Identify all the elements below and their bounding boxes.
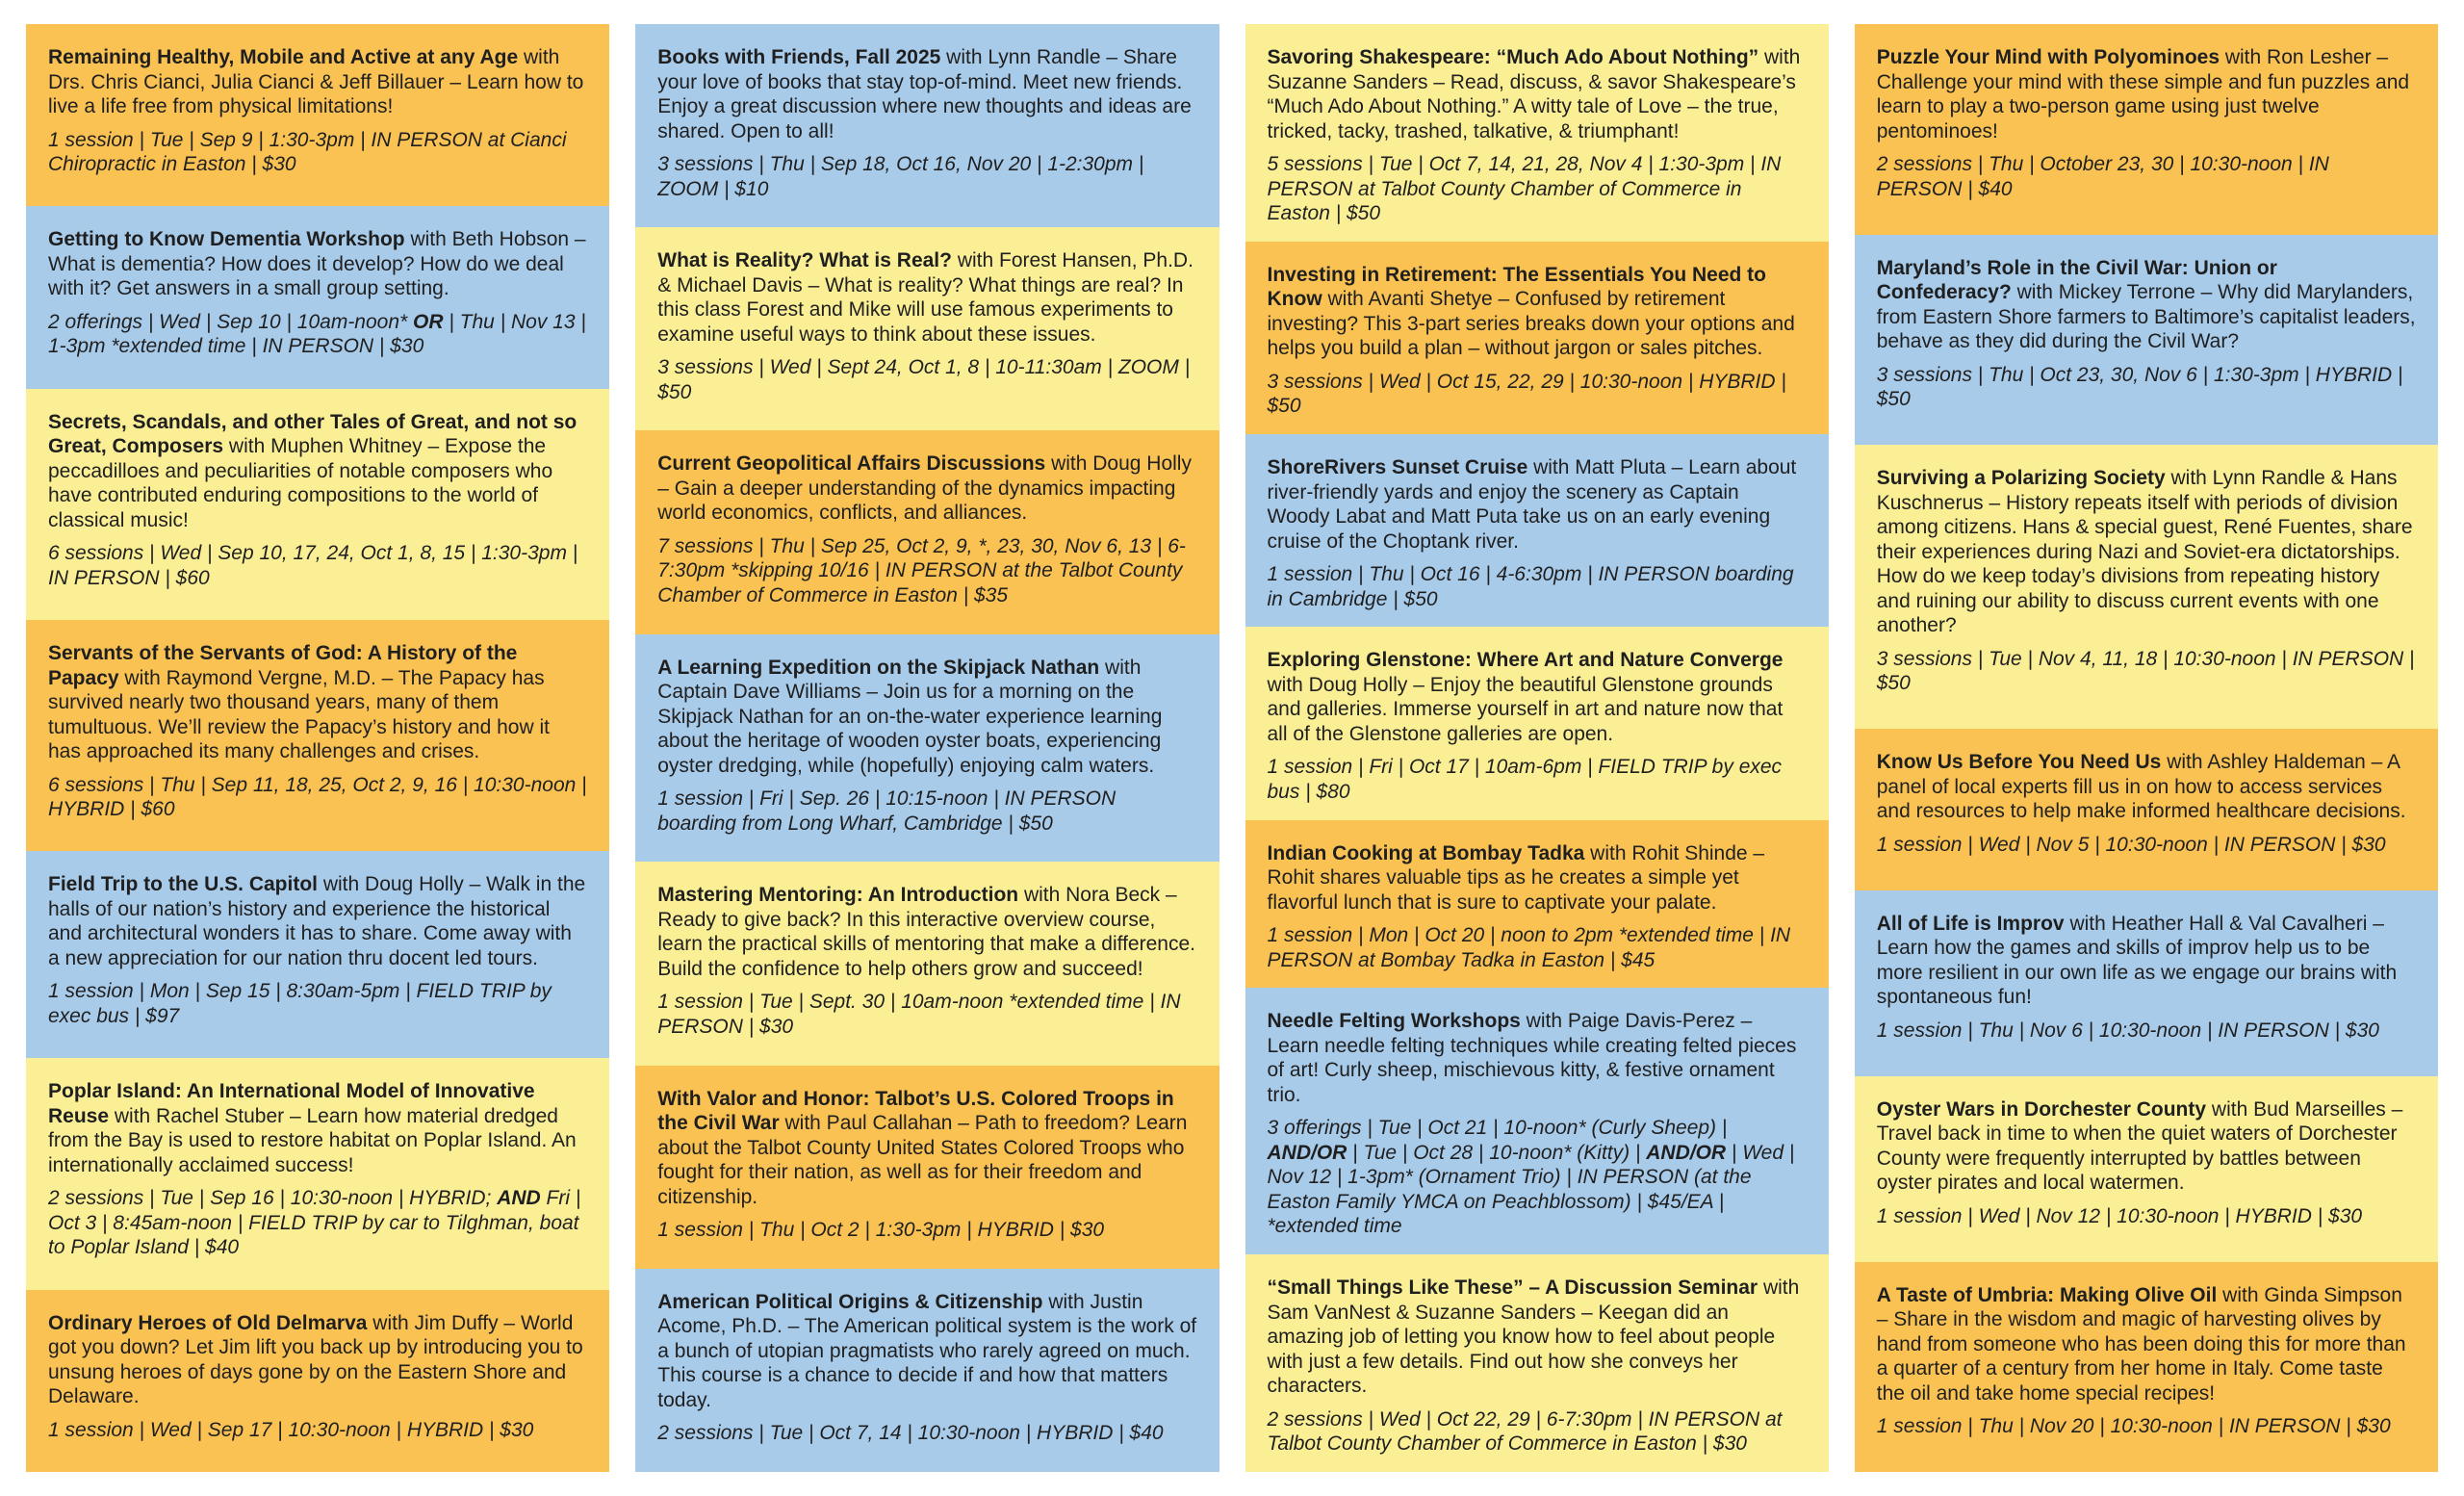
course-card	[26, 851, 609, 1058]
course-summary: with Jim Duffy – World got you down? Let Jim lift you back up by introducing you to unsung heroes of days gone by on the Eastern Shore and Delaware.	[48, 1311, 583, 1408]
course-card	[1855, 235, 2438, 446]
course-description	[1268, 1009, 1807, 1107]
course-title: A Learning Expedition on the Skipjack Nathan	[657, 656, 1100, 679]
course-summary: with Justin Acome, Ph.D. – The American political system is the work of a bunch of utopian pragmatists who rarely agreed on much. This course is a chance to decide if and how that matters today.	[657, 1290, 1197, 1411]
course-title: All of Life is Improv	[1876, 912, 2065, 935]
course-title: “Small Things Like These” – A Discussion Seminar	[1267, 1277, 1758, 1300]
course-description	[1877, 466, 2416, 638]
course-card	[1855, 24, 2438, 235]
course-schedule	[1268, 923, 1807, 972]
course-summary: with Beth Hobson – What is dementia? How does it develop? How do we deal with it? Get answers in a small group setting.	[48, 228, 586, 300]
course-schedule	[1268, 562, 1807, 611]
course-summary: with Ashley Haldeman – A panel of local experts fill us in on how to access services and resources to help make informed healthcare decisions.	[1876, 751, 2406, 822]
schedule-text: 3 sessions | Wed | Oct 15, 22, 29 | 10:30-noon | HYBRID | $50	[1267, 370, 1786, 418]
course-card	[26, 24, 609, 206]
course-summary: with Drs. Chris Cianci, Julia Cianci & Jeff Billauer – Learn how to live a life free from physical limitations!	[48, 46, 584, 117]
course-card	[1855, 1076, 2438, 1262]
course-summary: with Sam VanNest & Suzanne Sanders – Keegan did an amazing job of letting you know how to feel about people with just a few details. Find out how she conveys her characters.	[1267, 1277, 1800, 1398]
course-title: Indian Cooking at Bombay Tadka	[1267, 841, 1585, 864]
course-column	[26, 24, 609, 1472]
course-column	[1245, 24, 1829, 1472]
course-title: ShoreRivers Sunset Cruise	[1267, 456, 1528, 479]
schedule-text: 3 sessions | Thu | Oct 23, 30, Nov 6 | 1:30-3pm | HYBRID | $50	[1876, 363, 2403, 410]
course-title: Exploring Glenstone: Where Art and Nature Converge	[1267, 649, 1784, 672]
course-summary: with Heather Hall & Val Cavalheri – Learn how the games and skills of improv help us to be more resilient in our own life as we engage our brains with spontaneous fun!	[1876, 912, 2398, 1008]
course-column	[635, 24, 1219, 1472]
course-schedule	[657, 355, 1196, 404]
course-description	[1268, 455, 1807, 554]
course-schedule	[657, 152, 1196, 201]
course-summary: with Rachel Stuber – Learn how material dredged from the Bay is used to restore habitat on Poplar Island. An internationally acclaimed success!	[48, 1104, 577, 1176]
schedule-text: 7 sessions | Thu | Sep 25, Oct 2, 9, *, 23, 30, Nov 6, 13 | 6-7:30pm *skipping 10/16 | IN PERSON at the Talbot County Chamber of Commerce in Easton | $35	[657, 534, 1186, 606]
course-title: Remaining Healthy, Mobile and Active at any Age	[48, 46, 519, 68]
course-title: A Taste of Umbria: Making Olive Oil	[1876, 1283, 2218, 1306]
course-card	[26, 620, 609, 851]
course-title: Field Trip to the U.S. Capitol	[48, 873, 319, 896]
schedule-text: 1 session | Wed | Nov 12 | 10:30-noon | HYBRID | $30	[1876, 1204, 2363, 1227]
course-description	[1877, 912, 2416, 1010]
course-title: Know Us Before You Need Us	[1876, 751, 2162, 773]
schedule-text: 2 sessions | Tue | Oct 7, 14 | 10:30-noon | HYBRID | $40	[657, 1422, 1164, 1445]
course-description	[1268, 45, 1807, 143]
course-summary: with Lynn Randle – Share your love of books that stay top-of-mind. Meet new friends. Enjoy a great discussion where new thoughts and ideas are shared. Open to all!	[657, 46, 1192, 142]
course-schedule	[1268, 1407, 1807, 1457]
course-card	[1855, 890, 2438, 1076]
schedule-text: Fri | Oct 3 | 8:45am-noon | FIELD TRIP by car to Tilghman, boat to Poplar Island | $40	[48, 1187, 581, 1259]
course-description	[48, 410, 587, 533]
course-title: Investing in Retirement: The Essentials You Need to Know	[1267, 263, 1766, 311]
schedule-conjunction: AND/OR	[1646, 1141, 1727, 1164]
course-title: American Political Origins & Citizenship	[657, 1290, 1043, 1313]
course-schedule	[1268, 152, 1807, 226]
course-summary: with Doug Holly – Walk in the halls of our nation’s history and experience the historical and architectural wonders it has to share. Come away with a new appreciation for our nation thru docent led tours.	[48, 873, 586, 969]
course-title: Poplar Island: An International Model of Innovative Reuse	[48, 1080, 535, 1127]
course-title: Books with Friends, Fall 2025	[657, 46, 941, 68]
course-schedule	[48, 1186, 587, 1260]
course-description	[48, 641, 587, 764]
course-schedule	[1877, 1019, 2416, 1044]
schedule-text: 1 session | Fri | Sep. 26 | 10:15-noon | IN PERSON boarding from Long Wharf, Cambridge | $50	[657, 787, 1116, 835]
course-description	[1268, 263, 1807, 361]
course-summary: with Forest Hansen, Ph.D. & Michael Davis – What is reality? What things are real? In this class Forest and Mike will use famous experiments to examine useful ways to think about these issues.	[657, 249, 1194, 346]
course-schedule	[48, 979, 587, 1028]
course-title: Puzzle Your Mind with Polyominoes	[1876, 46, 2220, 68]
course-card	[1245, 988, 1829, 1254]
course-title: Ordinary Heroes of Old Delmarva	[48, 1311, 368, 1334]
schedule-text: 2 sessions | Thu | October 23, 30 | 10:30-noon | IN PERSON | $40	[1876, 153, 2329, 200]
course-description	[657, 656, 1196, 779]
course-summary: with Doug Holly – Enjoy the beautiful Glenstone grounds and galleries. Immerse yourself in art and nature now that all of the Glenstone galleries are open.	[1267, 673, 1784, 745]
course-schedule	[1268, 755, 1807, 804]
course-summary: with Ginda Simpson – Share in the wisdom and magic of harvesting olives by hand from someone who has been doing this for more than a quarter of a century from her home in Italy. Come taste the oil and take home special recipes!	[1876, 1283, 2406, 1405]
course-schedule	[1268, 370, 1807, 419]
course-card	[26, 389, 609, 620]
course-schedule	[1877, 1414, 2416, 1439]
schedule-text: | Wed | Nov 12 | 1-3pm* (Ornament Trio) | IN PERSON (at the Easton Family YMCA on Peachblossom) | $45/EA | *extended time	[1267, 1141, 1795, 1238]
course-description	[1877, 1097, 2416, 1196]
course-description	[1268, 1276, 1807, 1399]
schedule-text: 1 session | Fri | Oct 17 | 10am-6pm | FIELD TRIP by exec bus | $80	[1267, 756, 1783, 803]
course-summary: with Mickey Terrone – Why did Marylanders, from Eastern Shore farmers to Baltimore’s capitalist leaders, behave as they did during the Civil War?	[1876, 281, 2416, 352]
course-card	[635, 24, 1219, 227]
schedule-text: 1 session | Thu | Nov 20 | 10:30-noon | IN PERSON | $30	[1876, 1415, 2391, 1437]
course-card	[26, 1058, 609, 1289]
course-title: Oyster Wars in Dorchester County	[1876, 1097, 2207, 1121]
course-summary: with Doug Holly – Gain a deeper understanding of the dynamics impacting world economics, conflicts, and alliances.	[657, 452, 1192, 525]
course-schedule	[1877, 152, 2416, 201]
course-schedule	[48, 773, 587, 822]
course-card	[635, 1066, 1219, 1269]
course-card	[1245, 434, 1829, 627]
course-summary: with Rohit Shinde – Rohit shares valuable tips as he creates a simple yet flavorful lunch that is sure to captivate your palate.	[1267, 841, 1765, 914]
schedule-text: 1 session | Thu | Oct 16 | 4-6:30pm | IN PERSON boarding in Cambridge | $50	[1267, 563, 1794, 610]
course-card	[1855, 1262, 2438, 1473]
schedule-text: | Tue | Oct 28 | 10-noon* (Kitty) |	[1347, 1141, 1647, 1164]
schedule-text: 1 session | Wed | Nov 5 | 10:30-noon | IN PERSON | $30	[1876, 833, 2386, 856]
schedule-text: 3 sessions | Tue | Nov 4, 11, 18 | 10:30-noon | IN PERSON | $50	[1876, 647, 2415, 694]
course-description	[48, 227, 587, 301]
course-card	[1245, 24, 1829, 242]
course-schedule	[48, 1418, 587, 1443]
course-summary: with Paige Davis-Perez – Learn needle felting techniques while creating felted pieces of art! Curly sheep, mischievous kitty, & festive ornament trio.	[1267, 1010, 1797, 1106]
schedule-conjunction: AND	[497, 1187, 541, 1210]
course-summary: with Avanti Shetye – Confused by retirement investing? This 3-part series breaks down your options and helps you build a plan – without jargon or sales pitches.	[1267, 288, 1795, 360]
course-description	[657, 1290, 1196, 1413]
course-description	[657, 45, 1196, 143]
schedule-text: 1 session | Tue | Sept. 30 | 10am-noon *extended time | IN PERSON | $30	[657, 991, 1181, 1038]
course-description	[657, 451, 1196, 526]
course-title: Servants of the Servants of God: A History of the Papacy	[48, 642, 518, 689]
course-schedule	[48, 310, 587, 359]
course-title: Mastering Mentoring: An Introduction	[657, 884, 1019, 907]
course-description	[48, 1311, 587, 1409]
course-summary: with Matt Pluta – Learn about river-friendly yards and enjoy the scenery as Captain Woody Labat and Matt Puta take us on an early evening cruise of the Choptank river.	[1267, 456, 1797, 553]
schedule-text: 2 sessions | Wed | Oct 22, 29 | 6-7:30pm | IN PERSON at Talbot County Chamber of Commerce in Easton | $30	[1267, 1407, 1783, 1456]
course-card	[635, 862, 1219, 1065]
course-title: Secrets, Scandals, and other Tales of Great, and not so Great, Composers	[48, 410, 578, 458]
course-summary: with Lynn Randle & Hans Kuschnerus – History repeats itself with periods of division among citizens. Hans & special guest, René Fuentes, share their experiences during Nazi and Soviet-era dictatorships. How do we keep today’s divisions from repeating history and ruining our ability to discuss current events with one another?	[1876, 467, 2413, 636]
course-description	[657, 883, 1196, 981]
course-schedule	[1877, 363, 2416, 412]
course-description	[48, 1079, 587, 1177]
course-summary: with Raymond Vergne, M.D. – The Papacy has survived nearly two thousand years, many of them tumultuous. We’ll review the Papacy’s history and how it has approached its many challenges and crises.	[48, 666, 550, 763]
schedule-text: 6 sessions | Wed | Sep 10, 17, 24, Oct 1, 8, 15 | 1:30-3pm | IN PERSON | $60	[48, 542, 578, 589]
schedule-text: 1 session | Tue | Sep 9 | 1:30-3pm | IN PERSON at Cianci Chiropractic in Easton | $30	[48, 128, 567, 175]
course-card	[1245, 1254, 1829, 1472]
schedule-text: 3 sessions | Wed | Sept 24, Oct 1, 8 | 10-11:30am | ZOOM | $50	[657, 356, 1191, 403]
course-card	[1855, 445, 2438, 729]
schedule-text: 1 session | Mon | Sep 15 | 8:30am-5pm | FIELD TRIP by exec bus | $97	[48, 980, 552, 1027]
course-column	[1855, 24, 2438, 1472]
course-title: Current Geopolitical Affairs Discussions	[657, 452, 1046, 476]
course-card	[635, 634, 1219, 863]
course-catalog-grid	[26, 24, 2438, 1472]
course-card	[635, 1269, 1219, 1472]
course-description	[657, 1087, 1196, 1210]
course-title: With Valor and Honor: Talbot’s U.S. Colored Troops in the Civil War	[657, 1087, 1174, 1135]
course-title: Getting to Know Dementia Workshop	[48, 228, 405, 251]
course-card	[26, 206, 609, 388]
course-title: Savoring Shakespeare: “Much Ado About Nothing”	[1267, 46, 1759, 68]
schedule-text: 2 sessions | Tue | Sep 16 | 10:30-noon | HYBRID;	[48, 1187, 498, 1210]
course-title: Maryland’s Role in the Civil War: Union or Confederacy?	[1876, 256, 2277, 303]
course-description	[1877, 1283, 2416, 1406]
schedule-conjunction: AND/OR	[1267, 1141, 1348, 1164]
course-card	[1245, 627, 1829, 819]
course-description	[1877, 45, 2416, 143]
course-summary: with Paul Callahan – Path to freedom? Learn about the Talbot County United States Colored Troops who fought for their nation, as well as for their freedom and citizenship.	[657, 1112, 1188, 1208]
course-summary: with Captain Dave Williams – Join us for a morning on the Skipjack Nathan for an on-the-water experience learning about the heritage of wooden oyster boats, experiencing oyster dredging, while (hopefully) enjoying calm waters.	[657, 656, 1163, 777]
course-title: Needle Felting Workshops	[1267, 1010, 1521, 1033]
schedule-text: 1 session | Thu | Nov 6 | 10:30-noon | IN PERSON | $30	[1876, 1019, 2379, 1042]
course-schedule	[1877, 833, 2416, 858]
course-summary: with Muphen Whitney – Expose the peccadilloes and peculiarities of notable composers who have contributed enduring compositions to the world of classical music!	[48, 435, 553, 531]
course-card	[635, 430, 1219, 633]
schedule-text: 5 sessions | Tue | Oct 7, 14, 21, 28, Nov 4 | 1:30-3pm | IN PERSON at Talbot County Chamber of Commerce in Easton | $50	[1267, 153, 1782, 224]
course-title: Surviving a Polarizing Society	[1876, 467, 2166, 489]
course-summary: with Ron Lesher – Challenge your mind with these simple and fun puzzles and learn to play a two-person game using just twelve pentominoes!	[1876, 46, 2410, 142]
schedule-text: 3 sessions | Thu | Sep 18, Oct 16, Nov 20 | 1-2:30pm | ZOOM | $10	[657, 153, 1144, 200]
schedule-text: | Thu | Nov 13 | 1-3pm *extended time | IN PERSON | $30	[48, 310, 586, 358]
schedule-text: 6 sessions | Thu | Sep 11, 18, 25, Oct 2, 9, 16 | 10:30-noon | HYBRID | $60	[48, 773, 587, 821]
course-schedule	[1268, 1116, 1807, 1239]
course-schedule	[657, 1218, 1196, 1243]
course-schedule	[657, 1421, 1196, 1446]
course-description	[1877, 750, 2416, 824]
course-description	[1268, 648, 1807, 746]
course-schedule	[1877, 1204, 2416, 1229]
schedule-text: 1 session | Wed | Sep 17 | 10:30-noon | HYBRID | $30	[48, 1418, 534, 1441]
schedule-text: 1 session | Thu | Oct 2 | 1:30-3pm | HYBRID | $30	[657, 1219, 1105, 1242]
course-card	[1245, 820, 1829, 989]
course-schedule	[1877, 647, 2416, 696]
course-schedule	[48, 541, 587, 590]
schedule-text: 1 session | Mon | Oct 20 | noon to 2pm *extended time | IN PERSON at Bombay Tadka in Easton | $45	[1267, 924, 1791, 971]
course-card	[26, 1290, 609, 1472]
course-description	[1268, 841, 1807, 916]
course-card	[1855, 729, 2438, 890]
schedule-conjunction: OR	[413, 310, 444, 333]
course-card	[1245, 242, 1829, 434]
course-description	[1877, 256, 2416, 354]
course-summary: with Suzanne Sanders – Read, discuss, & savor Shakespeare’s “Much Ado About Nothing.” A witty tale of Love – the true, tricked, tacky, trashed, talkative, & triumphant!	[1267, 46, 1801, 142]
course-schedule	[657, 990, 1196, 1039]
course-description	[657, 248, 1196, 347]
course-summary: with Nora Beck – Ready to give back? In this interactive overview course, learn the practical skills of mentoring that make a difference. Build the confidence to help others grow and succeed!	[657, 884, 1195, 980]
course-schedule	[657, 534, 1196, 608]
course-description	[48, 45, 587, 119]
course-summary: with Bud Marseilles – Travel back in time to when the quiet waters of Dorchester County were frequently interrupted by battles between oyster pirates and local watermen.	[1876, 1097, 2403, 1194]
course-title: What is Reality? What is Real?	[657, 249, 952, 272]
schedule-text: 3 offerings | Tue | Oct 21 | 10-noon* (Curly Sheep) |	[1267, 1117, 1728, 1140]
schedule-text: 2 offerings | Wed | Sep 10 | 10am-noon*	[48, 310, 414, 333]
course-schedule	[657, 787, 1196, 836]
course-schedule	[48, 128, 587, 177]
course-description	[48, 872, 587, 970]
course-card	[635, 227, 1219, 430]
